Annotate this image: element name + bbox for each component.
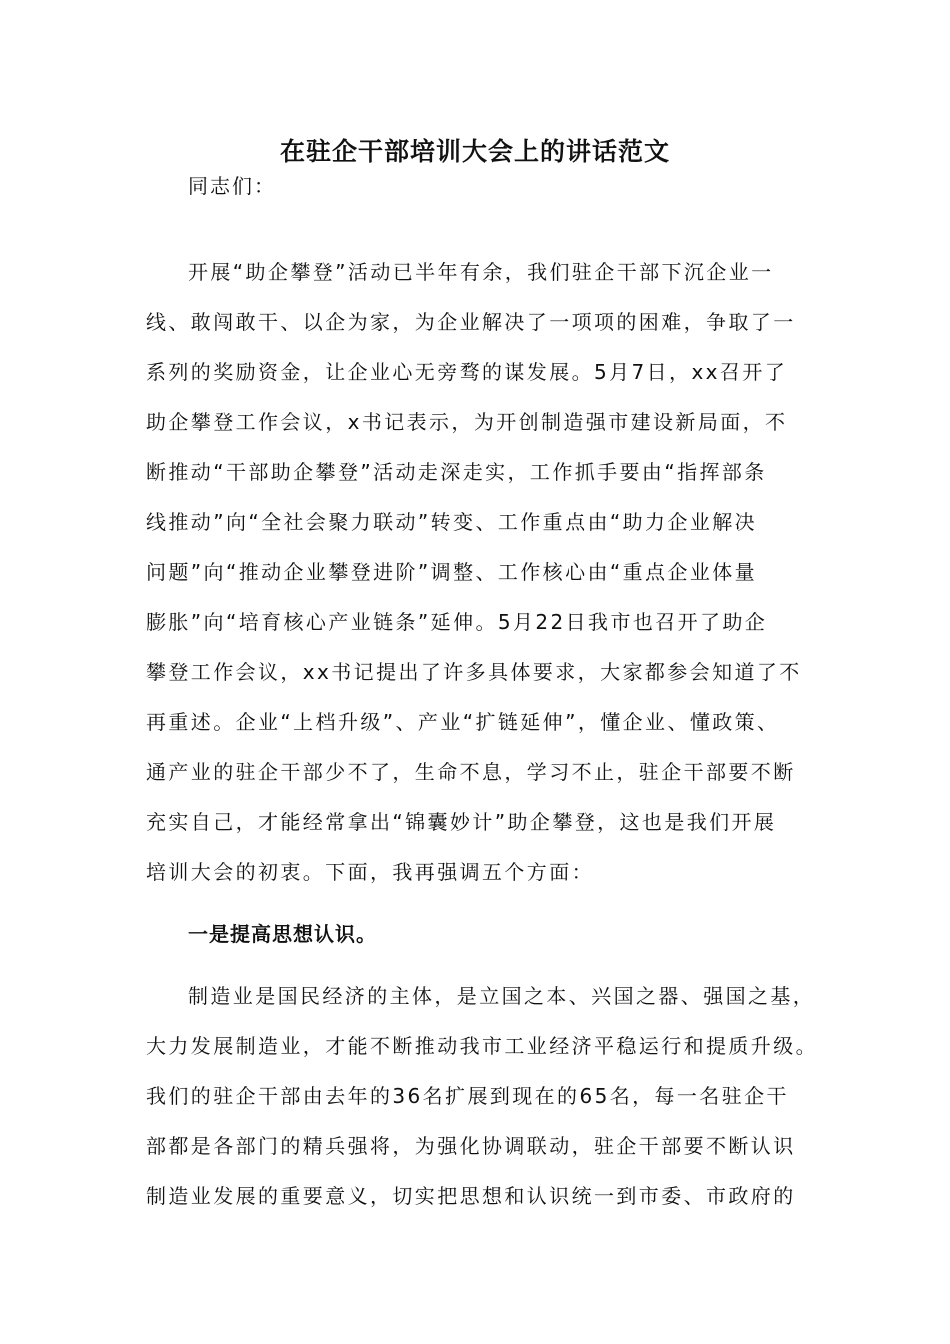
paragraph-line: 助企攀登工作会议，x书记表示，为开创制造强市建设新局面，不 (146, 410, 788, 434)
document-title: 在驻企干部培训大会上的讲话范文 (279, 137, 670, 166)
paragraph-line: 再重述。企业“上档升级”、产业“扩链延伸”，懂企业、懂政策、 (146, 710, 780, 734)
paragraph-line: 制造业发展的重要意义，切实把思想和认识统一到市委、市政府的 (146, 1184, 796, 1208)
paragraph-line: 系列的奖励资金，让企业心无旁骛的谋发展。5月7日，xx召开了 (146, 360, 788, 384)
paragraph-line: 充实自己，才能经常拿出“锦囊妙计”助企攀登，这也是我们开展 (146, 810, 777, 834)
paragraph-line: 线推动”向“全社会聚力联动”转变、工作重点由“助力企业解决 (146, 510, 758, 534)
paragraph-line: 我们的驻企干部由去年的36名扩展到现在的65名，每一名驻企干 (146, 1084, 789, 1108)
paragraph-line: 培训大会的初衷。下面，我再强调五个方面： (146, 860, 594, 884)
paragraph-line: 膨胀”向“培育核心产业链条”延伸。5月22日我市也召开了助企 (146, 610, 768, 634)
paragraph-line: 攀登工作会议，xx书记提出了许多具体要求，大家都参会知道了不 (146, 660, 802, 684)
paragraph-line: 断推动“干部助企攀登”活动走深走实，工作抓手要由“指挥部条 (146, 460, 767, 484)
paragraph-intro (146, 247, 830, 897)
paragraph-line: 问题”向“推动企业攀登进阶”调整、工作核心由“重点企业体量 (146, 560, 758, 584)
paragraph-section-one (146, 971, 830, 1221)
paragraph-line: 部都是各部门的精兵强将，为强化协调联动，驻企干部要不断认识 (146, 1134, 796, 1158)
section-heading: 一是提高思想认识。 (188, 922, 377, 946)
paragraph-line: 通产业的驻企干部少不了，生命不息，学习不止，驻企干部要不断 (146, 760, 796, 784)
paragraph-line: 线、敢闯敢干、以企为家，为企业解决了一项项的困难，争取了一 (146, 310, 796, 334)
paragraph-line: 制造业是国民经济的主体，是立国之本、兴国之器、强国之基， (188, 984, 816, 1008)
paragraph-line: 大力发展制造业，才能不断推动我市工业经济平稳运行和提质升级。 (146, 1034, 818, 1058)
salutation: 同志们： (188, 174, 276, 198)
paragraph-line: 开展“助企攀登”活动已半年有余，我们驻企干部下沉企业一 (188, 260, 774, 284)
